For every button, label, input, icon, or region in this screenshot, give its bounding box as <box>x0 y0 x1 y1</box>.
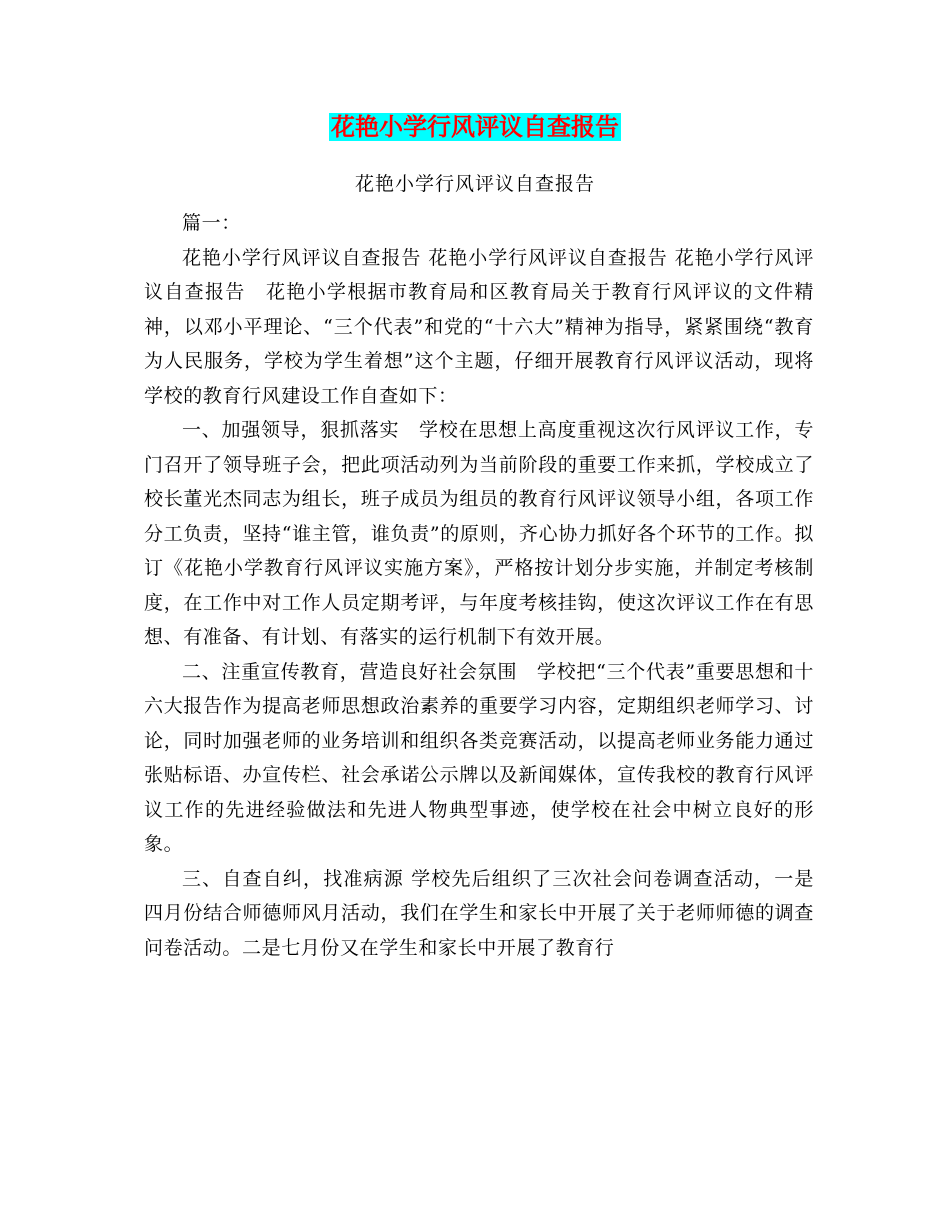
document-body <box>144 206 814 965</box>
document-title-text: 花艳小学行风评议自查报告 <box>331 113 619 141</box>
document-subtitle: 花艳小学行风评议自查报告 <box>354 173 595 195</box>
paragraph-section-2: 二、注重宣传教育，营造良好社会氛围 学校把“三个代表”重要思想和十六大报告作为提高老师思想政治素养的重要学习内容，定期组织老师学习、讨论，同时加强老师的业务培训和组织各类竞赛活动，以提高老师业务能力通过张贴标语、办宣传栏、社会承诺公示牌以及新闻媒体，宣传我校的教育行风评议工作的先进经验做法和先进人物典型事迹，使学校在社会中树立良好的形象。 <box>144 660 814 855</box>
paragraph-part-label: 篇一： <box>182 212 241 234</box>
paragraph-section-1: 一、加强领导，狠抓落实 学校在思想上高度重视这次行风评议工作，专门召开了领导班子会，把此项活动列为当前阶段的重要工作来抓，学校成立了校长董光杰同志为组长，班子成员为组员的教育行风评议领导小组，各项工作分工负责，坚持“谁主管，谁负责”的原则，齐心协力抓好各个环节的工作。拟订《花艳小学教育行风评议实施方案》，严格按计划分步实施，并制定考核制度，在工作中对工作人员定期考评，与年度考核挂钩，使这次评议工作在有思想、有准备、有计划、有落实的运行机制下有效开展。 <box>144 419 814 648</box>
paragraph-section-3: 三、自查自纠，找准病源 学校先后组织了三次社会问卷调查活动，一是四月份结合师德师风月活动，我们在学生和家长中开展了关于老师师德的调查问卷活动。二是七月份又在学生和家长中开展了教育行 <box>144 867 814 959</box>
paragraph-intro: 花艳小学行风评议自查报告 花艳小学行风评议自查报告 花艳小学行风评议自查报告 花艳小学根据市教育局和区教育局关于教育行风评议的文件精神，以邓小平理论、“三个代表”和党的“十六大”精神为指导，紧紧围绕“教育为人民服务，学校为学生着想”这个主题，仔细开展教育行风评议活动，现将学校的教育行风建设工作自查如下： <box>144 246 814 407</box>
document-title <box>0 110 950 144</box>
